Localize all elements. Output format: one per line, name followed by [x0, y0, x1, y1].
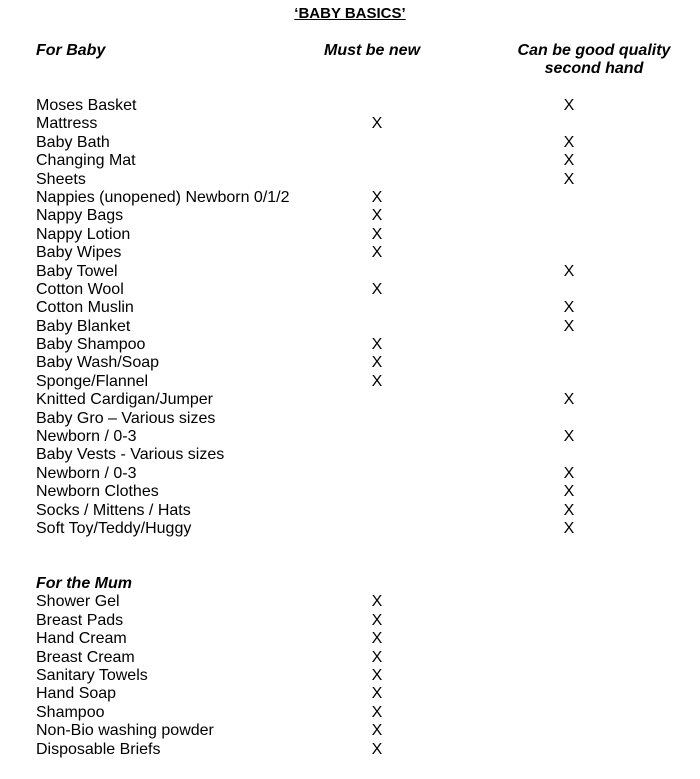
list-item — [0, 593, 700, 611]
column-header-item: For Baby — [36, 42, 106, 59]
item-name: Baby Wipes — [36, 244, 122, 262]
list-item — [0, 630, 700, 648]
item-name: Baby Vests - Various sizes — [36, 446, 225, 464]
item-name: Hand Cream — [36, 630, 127, 648]
mum-section-title: For the Mum — [36, 575, 132, 592]
must-be-new-mark: X — [371, 354, 383, 372]
item-name: Nappy Bags — [36, 207, 124, 225]
must-be-new-mark: X — [371, 611, 383, 629]
item-name: Moses Basket — [36, 97, 137, 114]
must-be-new-mark: X — [371, 666, 383, 684]
list-item — [0, 318, 700, 336]
list-item — [0, 336, 700, 354]
second-hand-mark: X — [563, 519, 575, 537]
must-be-new-mark: X — [371, 207, 383, 225]
list-item — [0, 410, 700, 428]
list-item — [0, 97, 700, 115]
item-name: Baby Wash/Soap — [36, 354, 160, 372]
must-be-new-mark: X — [371, 244, 383, 262]
mum-items-section — [0, 575, 700, 759]
item-name: Newborn / 0-3 — [36, 428, 137, 446]
list-item — [0, 722, 700, 740]
must-be-new-mark: X — [371, 630, 383, 648]
list-item — [0, 667, 700, 685]
list-item — [0, 465, 700, 483]
must-be-new-mark: X — [371, 336, 383, 354]
item-name: Baby Blanket — [36, 317, 131, 335]
list-item — [0, 446, 700, 464]
item-name: Socks / Mittens / Hats — [36, 501, 191, 519]
item-name: Newborn / 0-3 — [36, 464, 137, 482]
document-title: ‘BABY BASICS’ — [294, 5, 406, 22]
item-name: Sanitary Towels — [36, 666, 148, 684]
list-item — [0, 649, 700, 667]
must-be-new-mark: X — [371, 685, 383, 703]
item-name: Cotton Wool — [36, 280, 124, 298]
item-name: Baby Bath — [36, 133, 110, 151]
list-item — [0, 263, 700, 281]
item-name: Mattress — [36, 115, 98, 133]
item-name: Disposable Briefs — [36, 740, 161, 758]
list-item — [0, 207, 700, 225]
list-item — [0, 520, 700, 538]
list-item — [0, 226, 700, 244]
list-item — [0, 115, 700, 133]
second-hand-mark: X — [563, 501, 575, 519]
list-item — [0, 299, 700, 317]
second-hand-mark: X — [563, 317, 575, 335]
item-name: Soft Toy/Teddy/Huggy — [36, 519, 192, 537]
second-hand-mark: X — [563, 262, 575, 280]
list-item — [0, 171, 700, 189]
list-item — [0, 391, 700, 409]
second-hand-mark: X — [563, 483, 575, 501]
column-header-must-be-new: Must be new — [324, 42, 421, 59]
list-item — [0, 741, 700, 759]
must-be-new-mark: X — [371, 593, 383, 611]
item-name: Hand Soap — [36, 685, 117, 703]
list-item — [0, 704, 700, 722]
must-be-new-mark: X — [371, 740, 383, 758]
item-name: Baby Gro – Various sizes — [36, 409, 216, 427]
item-name: Breast Cream — [36, 648, 135, 666]
second-hand-mark: X — [563, 170, 575, 188]
must-be-new-mark: X — [371, 280, 383, 298]
item-name: Non-Bio washing powder — [36, 722, 214, 740]
item-name: Nappies (unopened) Newborn 0/1/2 — [36, 188, 290, 206]
mum-items-list — [0, 593, 700, 759]
list-item — [0, 152, 700, 170]
list-item — [0, 685, 700, 703]
item-name: Changing Mat — [36, 152, 136, 170]
second-hand-mark: X — [563, 464, 575, 482]
item-name: Cotton Muslin — [36, 299, 134, 317]
must-be-new-mark: X — [371, 722, 383, 740]
item-name: Shower Gel — [36, 593, 120, 611]
second-hand-mark: X — [563, 152, 575, 170]
must-be-new-mark: X — [371, 225, 383, 243]
item-name: Nappy Lotion — [36, 225, 131, 243]
second-hand-mark: X — [563, 391, 575, 409]
item-name: Sheets — [36, 170, 86, 188]
must-be-new-mark: X — [371, 188, 383, 206]
item-name: Newborn Clothes — [36, 483, 159, 501]
second-hand-mark: X — [563, 428, 575, 446]
item-name: Knitted Cardigan/Jumper — [36, 391, 213, 409]
list-item — [0, 244, 700, 262]
column-header-second-hand: Can be good quality second hand — [517, 42, 671, 77]
item-name: Breast Pads — [36, 611, 124, 629]
list-item — [0, 134, 700, 152]
item-name: Shampoo — [36, 703, 105, 721]
list-item — [0, 354, 700, 372]
must-be-new-mark: X — [371, 703, 383, 721]
list-item — [0, 373, 700, 391]
second-hand-mark: X — [563, 97, 575, 114]
list-item — [0, 502, 700, 520]
item-name: Baby Towel — [36, 262, 118, 280]
list-item — [0, 281, 700, 299]
second-hand-mark: X — [563, 299, 575, 317]
item-name: Sponge/Flannel — [36, 372, 149, 390]
must-be-new-mark: X — [371, 115, 383, 133]
baby-items-list — [0, 97, 700, 538]
list-item — [0, 428, 700, 446]
item-name: Baby Shampoo — [36, 336, 146, 354]
must-be-new-mark: X — [371, 648, 383, 666]
list-item — [0, 189, 700, 207]
list-item — [0, 612, 700, 630]
list-item — [0, 483, 700, 501]
second-hand-mark: X — [563, 133, 575, 151]
must-be-new-mark: X — [371, 372, 383, 390]
